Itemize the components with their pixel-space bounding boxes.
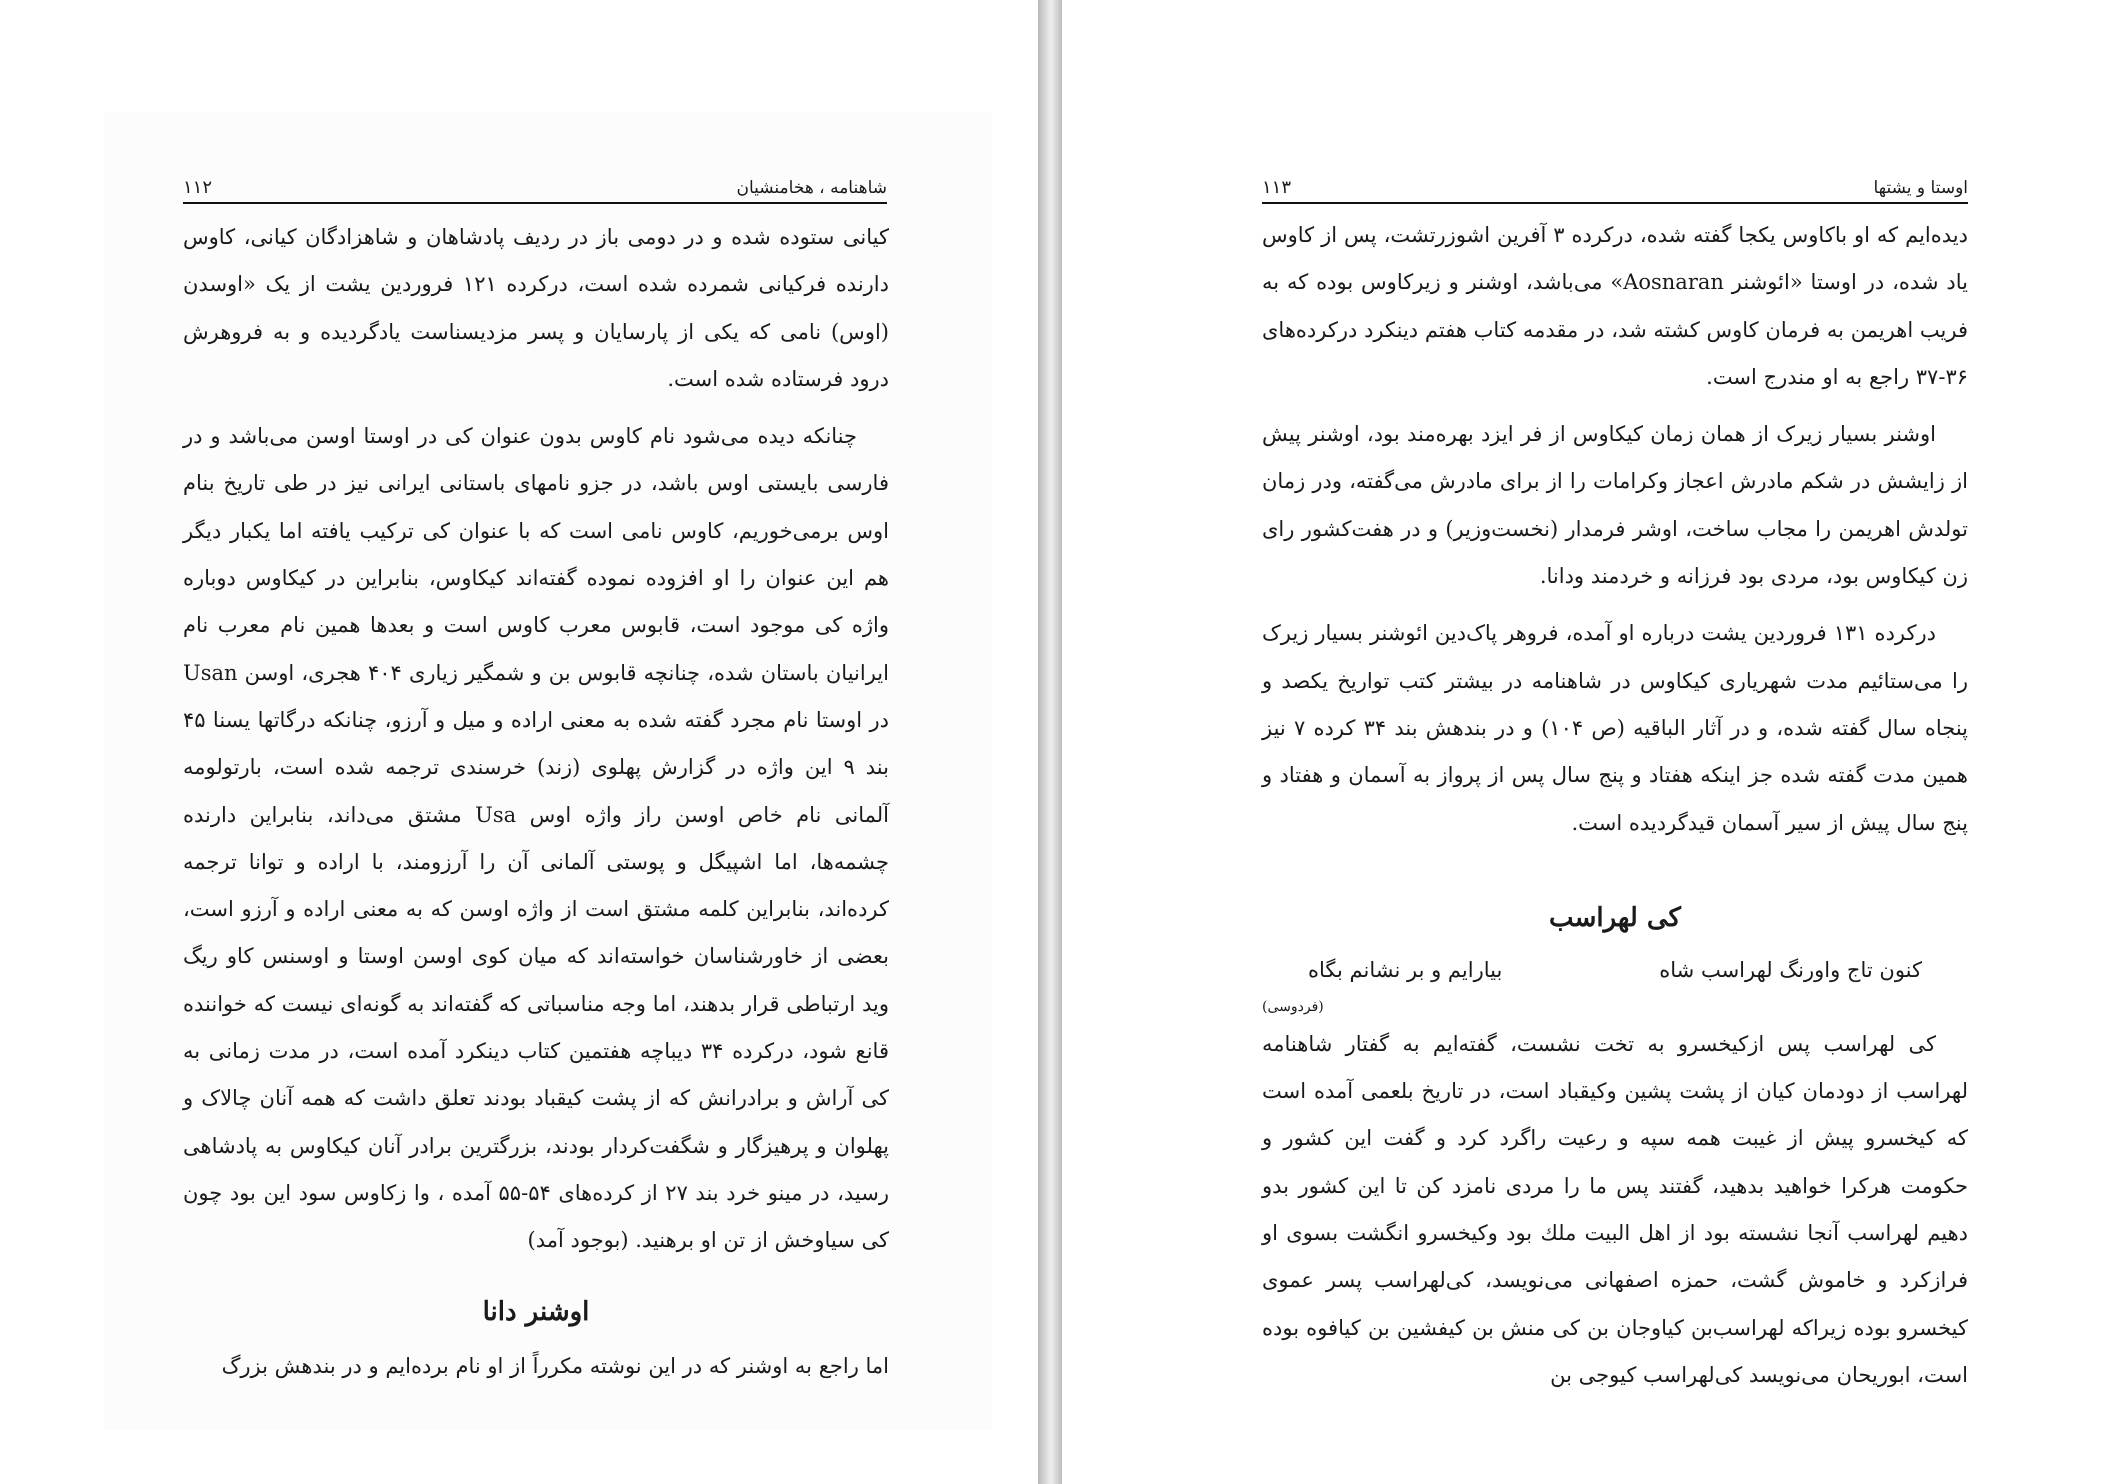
paragraph: کی لهراسب پس ازکیخسرو به تخت نشست، گفته‌ایم به گفتار شاهنامه لهراسب از دودمان کیان از پشت پشین وکیقباد است، در تاریخ بلعمی آمده است که کیخسرو پیش از غیبت همه سپه و رعیت راگرد کرد و گفت این کشور و حکومت هرکرا خواهید بدهید، گفتند پس ما را مردی نامزد کن تا این کشور بدو دهیم لهراسب آنجا نشسته بود از اهل البیت ملك بود وکیخسرو انگشت بسوی او فرازکرد و خاموش گشت، حمزه اصفهانی می‌نویسد، کی‌لهراسب پسر عموی کیخسرو بوده زیراکه لهراسب‌بن کیاوجان بن کی منش بن کیفشین بن کیافوه بوده است، ابوریحان می‌نویسد کی‌لهراسب کیوجی بن [1262, 1031, 1968, 1387]
paragraph: دیده‌ایم که او باکاوس یکجا گفته شده، درکرده ۳ آفرین اشوزرتشت، پس از کاوس یاد شده، در اوستا «ائوشنر Aosnaran» می‌باشد، اوشنر و زیرکاوس بوده که به فریب اهریمن به فرمان کاوس کشته شد، در مقدمه کتاب هفتم دینکرد درکرده‌های ۳۶-۳۷ راجع به او مندرج است. [1262, 223, 1968, 389]
book-spine [1038, 0, 1062, 1484]
hemistich: بیارایم و بر نشانم بگاه [1308, 957, 1503, 982]
paragraph: درکرده ۱۳۱ فروردین یشت درباره او آمده، فروهر پاک‌دین ائوشنر بسیار زیرک را می‌ستائیم مدت شهریاری کیکاوس در شاهنامه در بیشتر کتب تواریخ یکصد و پنجاه سال گفته شده، و در آثار الباقیه (ص ۱۰۴) و در بندهش بند ۳۴ کرده ۷ نیز همین مدت گفته شده جز اینکه هفتاد و پنج سال پس از پرواز به آسمان و هفتاد و پنج سال پیش از سیر آسمان قیدگردیده است. [1262, 621, 1969, 835]
section-heading: کی لهراسب [1549, 902, 1681, 933]
page-body [183, 214, 889, 1390]
running-title: اوستا و یشتها [1873, 178, 1968, 198]
poem-verse [1262, 947, 1968, 993]
right-page [1062, 0, 2108, 1484]
section-heading: اوشنر دانا [482, 1296, 590, 1327]
paragraph: اوشنر بسیار زیرک از همان زمان کیکاوس از فر ایزد بهره‌مند بود، اوشنر پیش از زایشش در شکم مادرش اعجاز وکرامات را از برای مادرش می‌گفته، ودر زمان تولدش اهریمن را مجاب ساخت، اوشر فرمدار (نخست‌وزیر) و در هفت‌کشور رای زن کیکاوس بود، مردی بود فرزانه و خردمند ودانا. [1262, 422, 1968, 589]
page-header [183, 168, 887, 204]
page-number: ۱۱۲ [183, 177, 213, 198]
poem-source: (فردوسی) [1262, 998, 1324, 1015]
paragraph: اما راجع به اوشنر که در این نوشته مکرراً از او نام برده‌ایم و در بندهش بزرگ [221, 1353, 889, 1378]
page-body [1262, 212, 1968, 1399]
paragraph: چنانکه دیده می‌شود نام کاوس بدون عنوان کی در اوستا اوسن می‌باشد و در فارسی بایستی اوس باشد، در جزو نامهای باستانی ایرانی نیز در طی تاریخ بنام اوس برمی‌خوریم، کاوس نامی است که با عنوان کی ترکیب یافته اما یکبار دیگر هم این عنوان را او افزوده نموده گفته‌اند کیکاوس، بنابراین در کیکاوس دوباره واژه کی موجود است، قابوس معرب کاوس است و بعدها همین نام معرب نام ایرانیان باستان شده، چنانچه قابوس بن و شمگیر زیاری ۴۰۴ هجری، اوسن Usan در اوستا نام مجرد گفته شده به معنی اراده و میل و آرزو، چنانکه درگاتها یسنا ۴۵ بند ۹ این واژه در گزارش پهلوی (زند) خرسندی ترجمه شده است، بارتولومه آلمانی نام خاص اوسن راز واژه اوس Usa مشتق می‌داند، بنابراین دارنده چشمه‌ها، اما اشپیگل و پوستی آلمانی آن را آرزومند، با اراده و توانا ترجمه کرده‌اند، بنابراین کلمه مشتق است از واژه اوسن که به معنی اراده و آرزو است، بعضی از خاورشناسان خواسته‌اند که میان کوی اوسن اوستا و اوسنس کاو ریگ وید ارتباطی قرار بدهند، اما وجه مناسباتی که گفته‌اند به گونه‌ای نیست که خواننده قانع شود، درکرده ۳۴ دیباچه هفتمین کتاب دینکرد آمده است، در مدت زمانی به کی آراش و برادرانش که از پشت کیقباد بودند تعلق داشت که همه آنان چالاک و پهلوان و پرهیزگار و شگفت‌کردار بودند، بزرگترین برادر آنان کیکاوس به پادشاهی رسید، در مینو خرد بند ۲۷ از کرده‌های ۵۴-۵۵ آمده ، وا زکاوس سود این بود چون کی سیاوخش از تن او برهنید. (بوجود آمد) [183, 424, 889, 1253]
running-title: شاهنامه ، هخامنشیان [736, 178, 887, 198]
hemistich: کنون تاج واورنگ لهراسب شاه [1659, 957, 1922, 982]
left-page [0, 0, 1038, 1484]
page-header [1262, 168, 1968, 204]
page-number: ۱۱۳ [1262, 177, 1292, 198]
paragraph: کیانی ستوده شده و در دومی باز در ردیف پادشاهان و شاهزادگان کیانی، کاوس دارنده فرکیانی شمرده شده است، درکرده ۱۲۱ فروردین یشت از یک «اوسدن (اوس) نامی که یکی از پارسایان و پسر مزدیسناست یادگردیده و به فروهرش درود فرستاده شده است. [183, 225, 889, 391]
